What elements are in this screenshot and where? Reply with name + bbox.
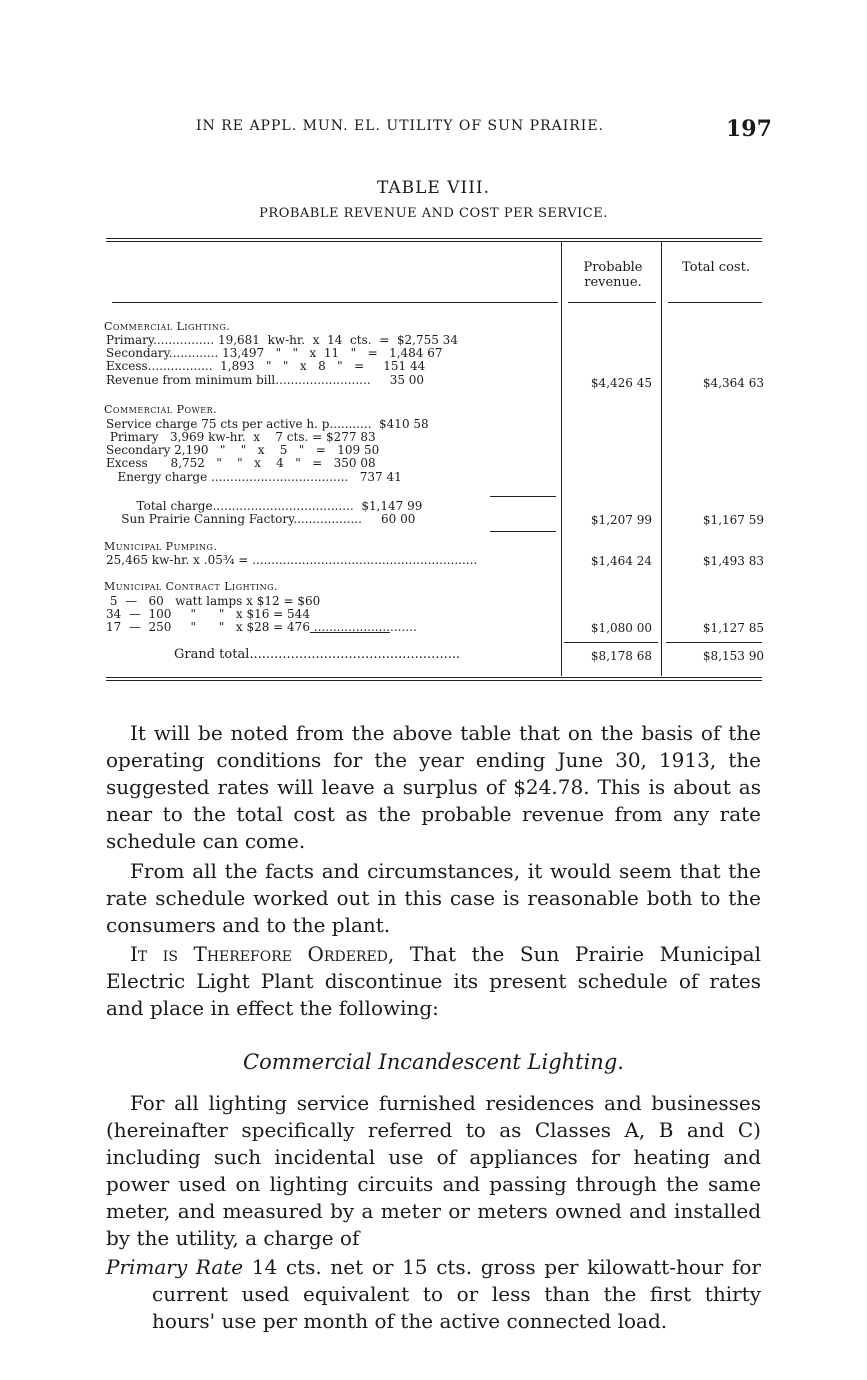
table-row: Excess 8,752 " " x 4 " = 350 08 [106, 456, 376, 470]
primary-rate-text: 14 cts. net or 15 cts. gross per kilowatt-hour for current used equivalent to or less than the first thirty hours' use per month of the active connected load. [152, 1255, 761, 1333]
table-top-rule-2 [106, 241, 762, 242]
table-row: Sun Prairie Canning Factory.................. 60 00 [106, 512, 416, 526]
municipal-pumping-cost: $1,493 83 [702, 554, 764, 568]
table-row: Revenue from minimum bill......................... 35 00 [106, 373, 425, 387]
table-col-divider-2 [661, 242, 662, 676]
section-commercial-lighting: Commercial Lighting. [104, 320, 231, 333]
paragraph-5 [106, 1254, 761, 1335]
table-bottom-rule-2 [106, 680, 762, 681]
grand-total-rule-right [666, 642, 762, 643]
municipal-contract-cost: $1,127 85 [702, 621, 764, 635]
section-commercial-power: Commercial Power. [104, 403, 218, 416]
table-row: Secondary 2,190 " " x 5 " = 109 50 [106, 443, 380, 457]
table-row: 25,465 kw-hr. x .05¾ = ........................................................... [106, 553, 478, 567]
primary-rate-label: Primary Rate [106, 1255, 244, 1279]
grand-total-label: Grand total................................................... [174, 647, 461, 662]
column-header-cost: Total cost. [682, 260, 750, 275]
table-col-divider-1 [561, 242, 562, 676]
table-row: 17 — 250 " " x $28 = 476 ........................... [106, 620, 417, 634]
page-number: 197 [726, 116, 772, 142]
subtotal-rule-power [490, 496, 556, 497]
table-row: Excess................. 1,893 " " x 8 " = 151 44 [106, 359, 426, 373]
running-head: IN RE APPL. MUN. EL. UTILITY OF SUN PRAIRIE. [196, 118, 604, 134]
paragraph-4: For all lighting service furnished residences and businesses (hereinafter specifically referred to as Classes A, B and C) including such incidental use of appliances for heating and power used on lighting circuits and passing through the same meter, and measured by a meter or meters owned and installed by the utility, a charge of [106, 1091, 761, 1250]
table-row: Secondary............. 13,497 " " x 11 " = 1,484 67 [106, 346, 443, 360]
table-title: TABLE VIII. [376, 178, 491, 198]
section-heading: Commercial Incandescent Lighting. [243, 1050, 624, 1074]
paragraph-1: It will be noted from the above table that on the basis of the operating conditions for the year ending June 30, 1913, the suggested rates will leave a surplus of $24.78. This is about as near to the total cost as the probable revenue from any rate schedule can come. [106, 721, 761, 853]
commercial-power-cost: $1,167 59 [702, 513, 764, 527]
municipal-contract-revenue: $1,080 00 [590, 621, 652, 635]
table-head-rule-mid [568, 302, 656, 303]
table-head-rule-right [668, 302, 762, 303]
table-row: Total charge..................................... $1,147 99 [106, 499, 423, 513]
table-bottom-rule [106, 677, 762, 678]
table-row: Service charge 75 cts per active h. p........... $410 58 [106, 417, 429, 431]
section-municipal-pumping: Municipal Pumping. [104, 540, 218, 553]
paragraph-2: From all the facts and circumstances, it would seem that the rate schedule worked out in this case is reasonable both to the consumers and to the plant. [106, 859, 761, 937]
table-row: Primary................ 19,681 kw-hr. x 14 cts. = $2,755 34 [106, 333, 458, 347]
grand-total-revenue: $8,178 68 [590, 649, 652, 663]
table-row: Primary 3,969 kw-hr. x 7 cts. = $277 83 [106, 430, 376, 444]
table-subtitle: PROBABLE REVENUE AND COST PER SERVICE. [259, 206, 608, 221]
grand-total-rule-mid [564, 642, 658, 643]
section-municipal-contract-lighting: Municipal Contract Lighting. [104, 580, 278, 593]
subtotal-rule-power-2 [490, 531, 556, 532]
commercial-lighting-cost: $4,364 63 [702, 376, 764, 390]
order-lead: It is Therefore Ordered, [130, 942, 395, 966]
grand-total-cost: $8,153 90 [702, 649, 764, 663]
table-row: 34 — 100 " " x $16 = 544 [106, 607, 310, 621]
municipal-pumping-revenue: $1,464 24 [590, 554, 652, 568]
commercial-lighting-revenue: $4,426 45 [590, 376, 652, 390]
order-text: That the Sun Prairie Municipal Electric Light Plant discontinue its present schedule of rates and place in effect the following: [106, 942, 761, 1020]
table-row: 5 — 60 watt lamps x $12 = $60 [106, 594, 321, 608]
column-header-revenue: Probable revenue. [583, 260, 643, 290]
table-head-rule-left [112, 302, 558, 303]
paragraph-3 [106, 941, 761, 1022]
commercial-power-revenue: $1,207 99 [590, 513, 652, 527]
table-top-rule [106, 238, 762, 239]
table-row: Energy charge .................................... 737 41 [106, 470, 402, 484]
